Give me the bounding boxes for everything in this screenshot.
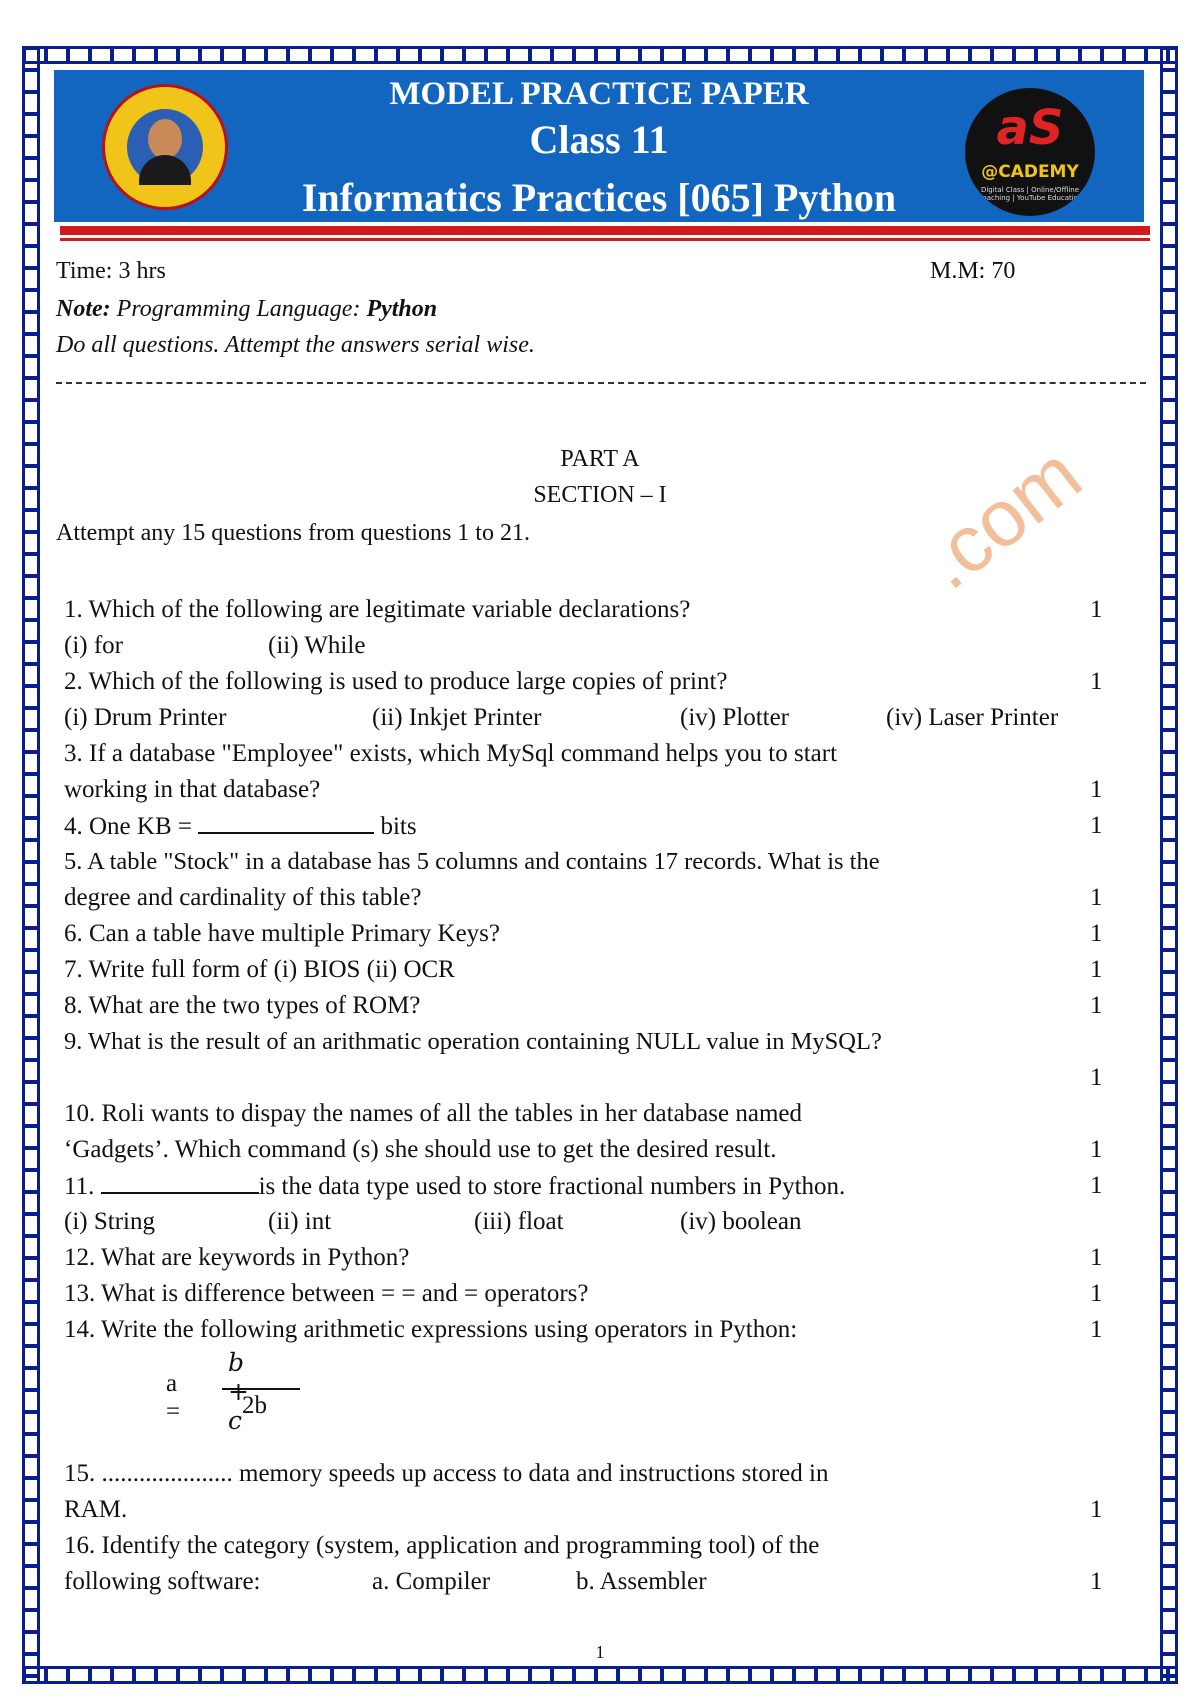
header-divider-thin bbox=[60, 238, 1150, 241]
q11-option: (iii) float bbox=[474, 1208, 564, 1235]
question-15: 15. ..................... memory speeds up access to data and instructions stored in bbox=[64, 1460, 829, 1487]
question-10-cont: ‘Gadgets’. Which command (s) she should use to get the desired result. bbox=[64, 1136, 777, 1163]
max-marks: M.M: 70 bbox=[930, 258, 1016, 284]
page-border-top bbox=[22, 46, 1178, 64]
question-4: 4. One KB = bits bbox=[64, 813, 417, 840]
dashed-separator bbox=[56, 382, 1146, 384]
question-2: 2. Which of the following is used to produce large copies of print? bbox=[64, 668, 728, 695]
question-6: 6. Can a table have multiple Primary Keys? bbox=[64, 920, 500, 947]
header-divider bbox=[60, 226, 1150, 235]
q11-option: (iv) boolean bbox=[680, 1208, 802, 1235]
section-heading: SECTION – I bbox=[533, 482, 667, 508]
question-5-cont: degree and cardinality of this table? bbox=[64, 884, 422, 911]
attempt-instruction: Attempt any 15 questions from questions 1 to 21. bbox=[56, 520, 530, 546]
marks-7: 1 bbox=[1090, 956, 1103, 983]
part-heading: PART A bbox=[560, 446, 640, 472]
q16-option: a. Compiler bbox=[372, 1568, 491, 1595]
q2-option: (iv) Laser Printer bbox=[886, 704, 1059, 731]
time-allowed: Time: 3 hrs bbox=[56, 258, 166, 284]
q11-option: (ii) int bbox=[268, 1208, 332, 1235]
question-12: 12. What are keywords in Python? bbox=[64, 1244, 410, 1271]
q1-option: (ii) While bbox=[268, 632, 366, 659]
marks-6: 1 bbox=[1090, 920, 1103, 947]
instruction-line: Do all questions. Attempt the answers serial wise. bbox=[56, 332, 535, 358]
marks-5: 1 bbox=[1090, 884, 1103, 911]
page-number: 1 bbox=[595, 1642, 605, 1662]
q2-option: (iv) Plotter bbox=[680, 704, 790, 731]
question-5: 5. A table "Stock" in a database has 5 columns and contains 17 records. What is the bbox=[64, 848, 880, 875]
question-14: 14. Write the following arithmetic expressions using operators in Python: bbox=[64, 1316, 798, 1343]
marks-2: 1 bbox=[1090, 668, 1103, 695]
marks-1: 1 bbox=[1090, 596, 1103, 623]
paper-title: MODEL PRACTICE PAPER bbox=[389, 76, 809, 112]
question-7: 7. Write full form of (i) BIOS (ii) OCR bbox=[64, 956, 455, 983]
marks-13: 1 bbox=[1090, 1280, 1103, 1307]
channel-logo bbox=[102, 84, 228, 210]
academy-logo: aS @CADEMY Digital Class | Online/Offline Coaching | YouTube Education bbox=[965, 88, 1095, 216]
page-border-left bbox=[22, 46, 40, 1684]
q2-option: (i) Drum Printer bbox=[64, 704, 227, 731]
question-8: 8. What are the two types of ROM? bbox=[64, 992, 421, 1019]
note-line: Note: Programming Language: Python bbox=[56, 296, 438, 322]
marks-16: 1 bbox=[1090, 1568, 1103, 1595]
page-border-right bbox=[1160, 46, 1178, 1684]
marks-12: 1 bbox=[1090, 1244, 1103, 1271]
question-13: 13. What is difference between = = and = operators? bbox=[64, 1280, 589, 1307]
question-1: 1. Which of the following are legitimate variable declarations? bbox=[64, 596, 691, 623]
question-16-cont: following software: bbox=[64, 1568, 261, 1595]
q16-option: b. Assembler bbox=[576, 1568, 707, 1595]
question-10: 10. Roli wants to dispay the names of all the tables in her database named bbox=[64, 1100, 803, 1127]
q11-option: (i) String bbox=[64, 1208, 155, 1235]
q1-option: (i) for bbox=[64, 632, 123, 659]
question-15-cont: RAM. bbox=[64, 1496, 128, 1523]
marks-9: 1 bbox=[1090, 1064, 1103, 1091]
marks-4: 1 bbox=[1090, 812, 1103, 839]
class-title: Class 11 bbox=[529, 117, 669, 162]
subject-title: Informatics Practices [065] Python bbox=[301, 175, 897, 220]
question-9: 9. What is the result of an arithmatic operation containing NULL value in MySQL? bbox=[64, 1028, 882, 1055]
marks-15: 1 bbox=[1090, 1496, 1103, 1523]
watermark: .com bbox=[905, 429, 1098, 607]
question-3-cont: working in that database? bbox=[64, 776, 321, 803]
page-border-bottom bbox=[22, 1666, 1178, 1684]
question-3: 3. If a database "Employee" exists, which MySql command helps you to start bbox=[64, 740, 838, 767]
marks-11: 1 bbox=[1090, 1172, 1103, 1199]
question-11: 11. is the data type used to store fractional numbers in Python. bbox=[64, 1173, 846, 1200]
marks-10: 1 bbox=[1090, 1136, 1103, 1163]
q2-option: (ii) Inkjet Printer bbox=[372, 704, 542, 731]
marks-8: 1 bbox=[1090, 992, 1103, 1019]
question-16: 16. Identify the category (system, application and programming tool) of the bbox=[64, 1532, 820, 1559]
marks-14: 1 bbox=[1090, 1316, 1103, 1343]
marks-3: 1 bbox=[1090, 776, 1103, 803]
